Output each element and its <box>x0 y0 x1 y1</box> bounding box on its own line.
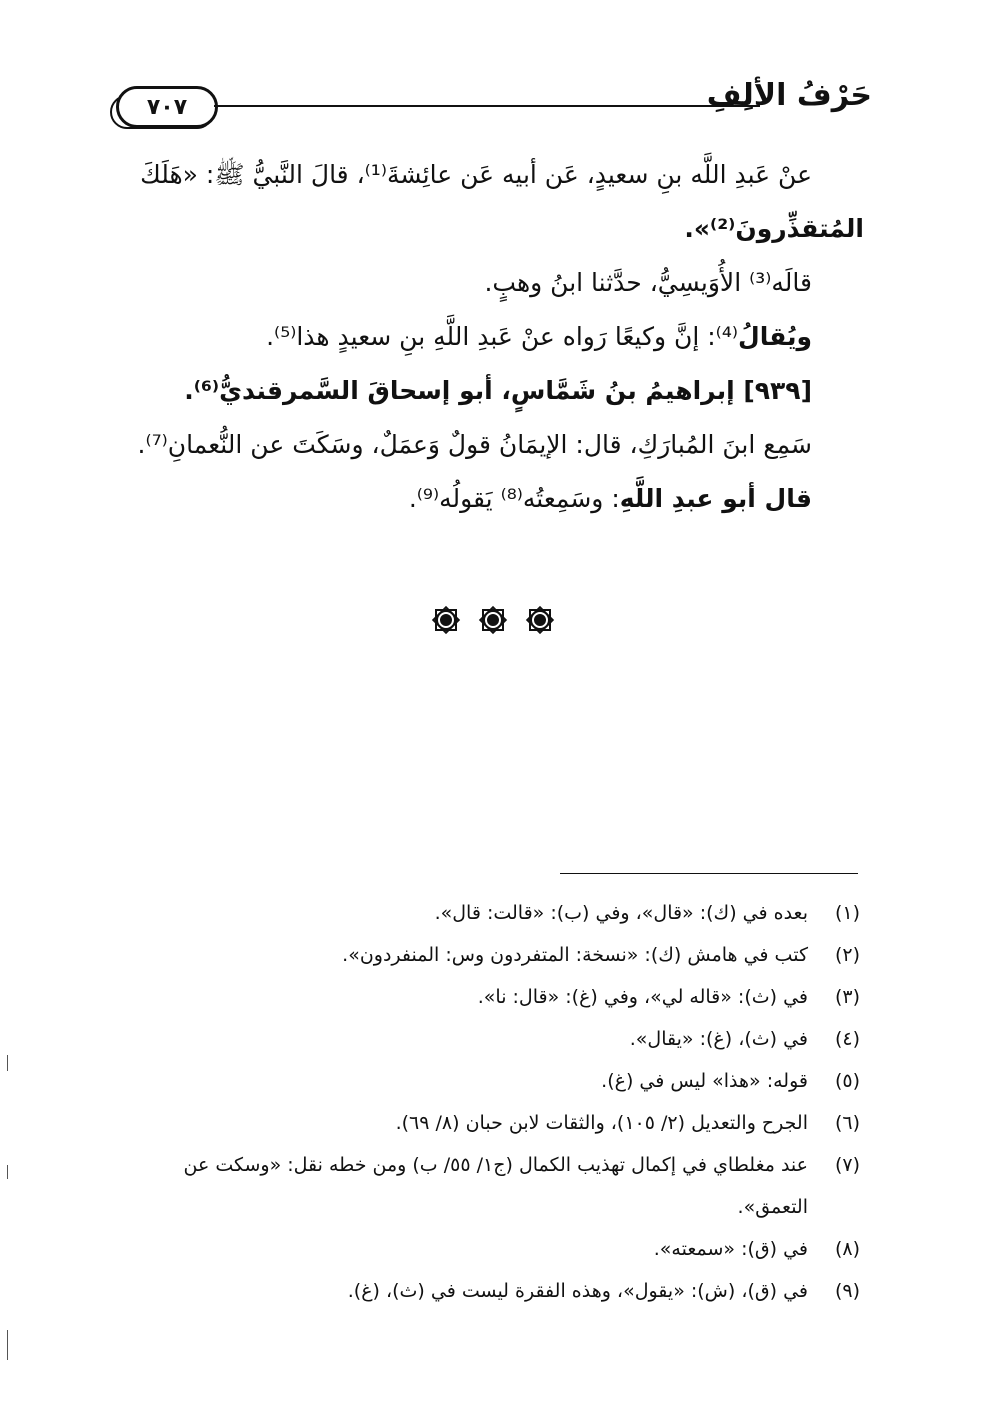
footnote-text: بعده في (ك): «قال»، وفي (ب): «قالت: قال». <box>434 902 808 924</box>
footnote-number: (٦) <box>834 1112 860 1134</box>
footnote-text: في (ث): «قاله لي»، وفي (غ): «قال: نا». <box>477 986 808 1008</box>
scan-margin-mark <box>7 1165 8 1179</box>
footnote-number: (٢) <box>834 944 860 966</box>
footnote-number: (١) <box>834 902 860 924</box>
text-line-4-rest: ⁽⁴⁾: إنَّ وكيعًا رَواه عنْ عَبدِ اللَّهِ بنِ سعيدٍ هذا⁽⁵⁾. <box>266 322 738 351</box>
chapter-title: حَرْفُ الألِفِ <box>706 78 872 113</box>
text-line-4 <box>124 310 864 364</box>
text-line-1: عنْ عَبدِ اللَّه بنِ سعيدٍ، عَن أبيه عَن عائِشةَ⁽¹⁾، قالَ النَّبيُّ ﷺ: «هَلَكَ <box>140 160 812 189</box>
entry-heading: [٩٣٩] إبراهيمُ بنُ شَمَّاسٍ، أبو إسحاقَ السَّمرقنديُّ⁽⁶⁾. <box>184 376 812 405</box>
section-ornament <box>428 602 558 638</box>
footnote <box>115 892 860 934</box>
main-text <box>124 148 864 526</box>
text-line-2: المُتقذِّرونَ⁽²⁾». <box>684 214 864 243</box>
footnote-text: في (ق): «سمعته». <box>653 1238 808 1260</box>
scan-margin-mark <box>7 1055 8 1071</box>
footnotes <box>115 892 860 1312</box>
page-number-badge <box>116 86 218 128</box>
footnote-number: (٣) <box>834 986 860 1008</box>
footnote-text: الجرح والتعديل (٢/ ١٠٥)، والثقات لابن حبان (٨/ ٦٩). <box>395 1112 808 1134</box>
footnote-number: (٤) <box>834 1028 860 1050</box>
flower-ornament-icon <box>522 602 558 638</box>
footnote <box>115 1228 860 1270</box>
footnote-number: (٧) <box>834 1154 860 1176</box>
flower-ornament-icon <box>428 602 464 638</box>
footnote <box>115 934 860 976</box>
flower-ornament-icon <box>475 602 511 638</box>
footnote <box>115 1144 860 1228</box>
footnote-number: (٨) <box>834 1238 860 1260</box>
footnote-text: قوله: «هذا» ليس في (غ). <box>601 1070 808 1092</box>
footnote <box>115 1102 860 1144</box>
header-rule <box>214 105 760 107</box>
text-line-7-bold: قال أبو عبدِ اللَّهِ <box>619 484 812 513</box>
footnote <box>115 1018 860 1060</box>
scan-margin-mark <box>7 1330 8 1360</box>
footnote-text: كتب في هامش (ك): «نسخة: المتفردون وس: المنفردون». <box>342 944 808 966</box>
footnote <box>115 1270 860 1312</box>
footnote <box>115 1060 860 1102</box>
page-header <box>110 72 872 136</box>
footnote-text: عند مغلطاي في إكمال تهذيب الكمال (ج١/ ٥٥/ ب) ومن خطه نقل: «وسكت عن التعمق». <box>183 1154 808 1218</box>
text-line-3: قالَه⁽³⁾ الأُوَيسِيُّ، حدَّثنا ابنُ وهبٍ. <box>484 268 812 297</box>
footnote-separator <box>560 873 858 874</box>
footnote-number: (٩) <box>834 1280 860 1302</box>
footnote-text: في (ق)، (ش): «يقول»، وهذه الفقرة ليست في (ث)، (غ). <box>347 1280 808 1302</box>
text-line-4-bold: ويُقالُ <box>738 322 812 351</box>
text-line-7 <box>124 472 864 526</box>
footnote-text: في (ث)، (غ): «يقال». <box>629 1028 808 1050</box>
footnote <box>115 976 860 1018</box>
text-line-7-rest: : وسَمِعتُه⁽⁸⁾ يَقولُه⁽⁹⁾. <box>408 484 620 513</box>
footnote-number: (٥) <box>834 1070 860 1092</box>
page-number: ٧٠٧ <box>146 94 188 120</box>
text-line-6: سَمِع ابنَ المُبارَكِ، قال: الإيمَانُ قولٌ وَعمَلٌ، وسَكَتَ عن النُّعمانِ⁽⁷⁾. <box>137 430 812 459</box>
